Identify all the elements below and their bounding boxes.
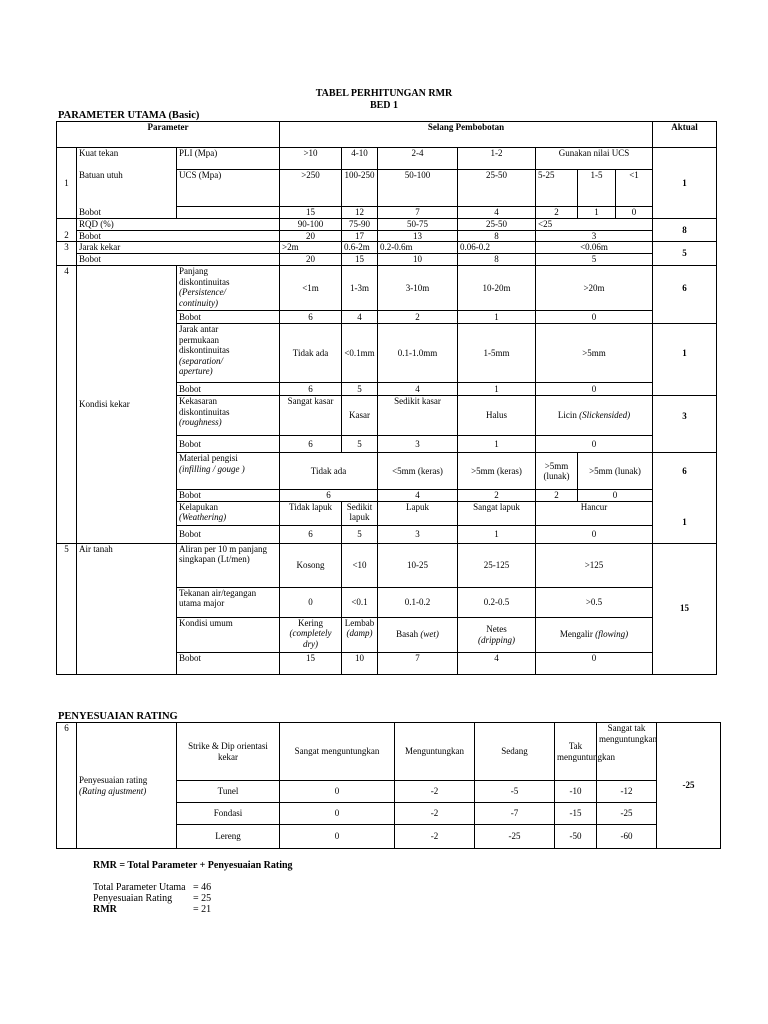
cell-text: Material pengisi	[179, 453, 238, 463]
table-cell	[653, 311, 717, 324]
table-cell: 1-3m	[342, 266, 378, 311]
cell-text: Panjang	[179, 266, 208, 276]
label-bobot: Bobot	[77, 230, 280, 242]
table-cell: 10-20m	[458, 266, 536, 311]
table-cell: 3	[378, 525, 458, 543]
table-cell: -7	[475, 803, 555, 825]
cell-text: diskontinuitas	[179, 345, 230, 355]
table-cell: 90-100	[280, 219, 342, 231]
header-strike-dip: Strike & Dip orientasi kekar	[177, 723, 280, 781]
summary-total-label: Total Parameter Utama	[93, 882, 186, 893]
table-cell: 6	[280, 525, 342, 543]
table-cell: 4	[458, 652, 536, 674]
label-aliran: Aliran per 10 m panjang singkapan (Lt/men)	[177, 543, 280, 587]
table-row	[57, 254, 717, 266]
table-cell: 8	[458, 230, 536, 242]
table-cell: >5mm (lunak)	[578, 453, 653, 490]
table-cell	[653, 436, 717, 453]
table-cell: 2	[458, 490, 536, 502]
table-cell: 25-50	[458, 170, 536, 207]
table-cell	[536, 396, 653, 436]
summary-total-line	[93, 882, 211, 893]
aktual-value: 5	[653, 242, 717, 266]
table-cell: 0	[536, 652, 653, 674]
table-cell: 0.6-2m	[342, 242, 378, 254]
aktual-value: 1	[653, 148, 717, 219]
table-cell: >20m	[536, 266, 653, 311]
label-bobot: Bobot	[177, 490, 280, 502]
label-jarak-kekar: Jarak kekar	[77, 242, 280, 254]
summary-rmr-label: RMR	[93, 904, 117, 915]
table-cell: 1-5mm	[458, 324, 536, 383]
table-cell: Sangat lapuk	[458, 501, 536, 525]
table-cell: -12	[597, 781, 657, 803]
table-cell	[342, 617, 378, 652]
table-cell: 15	[342, 254, 378, 266]
table-cell: 0.2-0.5	[458, 587, 536, 617]
table-cell	[378, 617, 458, 652]
table-row	[57, 723, 721, 781]
table-row	[57, 543, 717, 587]
aktual-value: 6	[653, 266, 717, 311]
table-cell	[653, 383, 717, 396]
cell-text: diskontinuitas	[179, 406, 230, 417]
aktual-value: 6	[653, 453, 717, 490]
table-cell	[57, 219, 77, 231]
label-aperture	[177, 324, 280, 383]
table-cell: 5	[536, 254, 653, 266]
cell-text: diskontinuitas	[179, 276, 230, 287]
table-cell: -5	[475, 781, 555, 803]
cell-text: permukaan	[179, 334, 219, 345]
cell-text: (Persistence/	[179, 287, 226, 297]
table-cell: -2	[395, 803, 475, 825]
table-cell: >2m	[280, 242, 342, 254]
table-cell: Sangat kasar	[280, 396, 342, 436]
table-cell: 10	[378, 254, 458, 266]
aktual-value: 3	[653, 396, 717, 436]
table-cell: <25	[536, 219, 653, 231]
section-penyesuaian-label: PENYESUAIAN RATING	[58, 711, 178, 722]
table-cell	[653, 490, 717, 502]
cell-text: Licin	[557, 410, 580, 421]
table-cell: -60	[597, 825, 657, 849]
table-cell: 15	[280, 652, 342, 674]
table-row	[57, 242, 717, 254]
table-row	[57, 219, 717, 231]
table-cell: 0	[280, 803, 395, 825]
table-cell: 10-25	[378, 543, 458, 587]
table-row	[57, 170, 717, 207]
table-cell: >5mm (keras)	[458, 453, 536, 490]
table-cell: <1m	[280, 266, 342, 311]
table-cell: 1-5	[578, 170, 616, 207]
row-number: 2	[57, 230, 77, 242]
table-cell: Lapuk	[378, 501, 458, 525]
table-cell: 5	[342, 436, 378, 453]
header-aktual: Aktual	[653, 122, 717, 148]
table-row	[57, 148, 717, 170]
table-cell: Tidak ada	[280, 453, 378, 490]
table-row	[57, 230, 717, 242]
table-cell: Tidak lapuk	[280, 501, 342, 525]
table-cell: 1	[458, 525, 536, 543]
table-cell: 0.2-0.6m	[378, 242, 458, 254]
table-cell: 0	[616, 207, 653, 219]
cell-text: Kelapukan	[179, 501, 218, 512]
table-cell	[280, 617, 342, 652]
label-bobot: Bobot	[77, 207, 177, 219]
table-cell: 4	[378, 490, 458, 502]
table-cell: Sedikit lapuk	[342, 501, 378, 525]
table-row	[57, 266, 717, 311]
header-col: Sangat tak menguntungkan	[597, 723, 657, 781]
penyesuaian-rating-table	[56, 722, 721, 849]
table-cell: -25	[597, 803, 657, 825]
table-cell: 1	[458, 383, 536, 396]
cell-text: (completely dry)	[289, 628, 332, 649]
label-penyesuaian	[77, 723, 177, 849]
rmr-formula: RMR = Total Parameter + Penyesuaian Rating	[93, 860, 293, 871]
table-cell: >10	[280, 148, 342, 170]
table-cell: 5	[342, 525, 378, 543]
label-kuat-tekan: Kuat tekan	[77, 148, 177, 170]
label-bobot: Bobot	[177, 311, 280, 324]
table-cell: 75-90	[342, 219, 378, 231]
header-col: Menguntungkan	[395, 723, 475, 781]
table-cell: Kasar	[342, 396, 378, 436]
table-cell: -15	[555, 803, 597, 825]
header-selang-pembobotan: Selang Pembobotan	[280, 122, 653, 148]
table-cell: <0.06m	[536, 242, 653, 254]
table-cell: >0.5	[536, 587, 653, 617]
table-header-row	[57, 122, 717, 148]
label-batuan-utuh: Batuan utuh	[77, 170, 177, 207]
table-cell: 20	[280, 230, 342, 242]
table-cell: <10	[342, 543, 378, 587]
table-cell: 1	[578, 207, 616, 219]
table-cell: -50	[555, 825, 597, 849]
table-cell: 0	[536, 311, 653, 324]
table-cell: 7	[378, 207, 458, 219]
cell-text: (Weathering)	[179, 512, 227, 522]
aktual-value: 15	[653, 543, 717, 674]
table-cell: 3-10m	[378, 266, 458, 311]
table-cell: 0.1-0.2	[378, 587, 458, 617]
row-label-lereng: Lereng	[177, 825, 280, 849]
table-cell: 2	[536, 207, 578, 219]
cell-text: (separation/	[179, 355, 223, 366]
table-cell: -2	[395, 825, 475, 849]
summary-rmr-value: = 21	[193, 904, 212, 915]
table-cell: 0.06-0.2	[458, 242, 536, 254]
aktual-value: 8	[653, 219, 717, 242]
cell-text: Penyesuaian rating	[79, 775, 148, 785]
table-cell: Halus	[458, 396, 536, 436]
label-kondisi-umum: Kondisi umum	[177, 617, 280, 652]
label-rqd: RQD (%)	[77, 219, 280, 231]
table-cell: <0.1mm	[342, 324, 378, 383]
table-row	[57, 207, 717, 219]
cell-text: (infilling / gouge )	[179, 463, 245, 474]
label-bobot: Bobot	[177, 436, 280, 453]
cell-text: Jarak antar	[179, 324, 219, 334]
cell-text: (wet)	[420, 629, 439, 640]
table-cell: 0	[280, 587, 342, 617]
label-roughness	[177, 396, 280, 436]
aktual-value: 1	[653, 324, 717, 383]
label-tekanan-air: Tekanan air/tegangan utama major	[177, 587, 280, 617]
cell-text: (Slickensided)	[579, 410, 631, 421]
header-parameter: Parameter	[57, 122, 280, 148]
cell-text: Mengalir	[559, 629, 596, 640]
row-number: 1	[57, 148, 77, 219]
table-cell: 100-250	[342, 170, 378, 207]
table-cell: 0.1-1.0mm	[378, 324, 458, 383]
label-kondisi-kekar: Kondisi kekar	[77, 266, 177, 544]
table-cell: 2-4	[378, 148, 458, 170]
table-cell: 17	[342, 230, 378, 242]
label-bobot: Bobot	[177, 383, 280, 396]
header-col: Tak menguntungkan	[555, 723, 597, 781]
table-cell	[536, 617, 653, 652]
label-infilling	[177, 453, 280, 490]
row-number: 4	[57, 266, 77, 544]
table-cell: <0.1	[342, 587, 378, 617]
header-col: Sangat menguntungkan	[280, 723, 395, 781]
table-cell: Kosong	[280, 543, 342, 587]
table-cell: 4	[458, 207, 536, 219]
summary-adjust-line	[93, 893, 211, 904]
table-cell: -25	[475, 825, 555, 849]
table-cell: 50-100	[378, 170, 458, 207]
table-cell: >250	[280, 170, 342, 207]
row-label-tunel: Tunel	[177, 781, 280, 803]
table-cell: Tidak ada	[280, 324, 342, 383]
table-cell: 6	[280, 311, 342, 324]
table-cell: Hancur	[536, 501, 653, 525]
summary-total-value: = 46	[193, 882, 212, 893]
table-cell: 3	[378, 436, 458, 453]
table-cell: 6	[280, 436, 342, 453]
table-cell: 1-2	[458, 148, 536, 170]
table-cell: 0	[536, 383, 653, 396]
table-cell: 6	[280, 490, 378, 502]
table-cell: 1	[458, 311, 536, 324]
table-cell: 1	[458, 436, 536, 453]
header-col: Sedang	[475, 723, 555, 781]
table-cell: >5mm (lunak)	[536, 453, 578, 490]
cell-text: (flowing)	[595, 629, 629, 640]
cell-text: aperture)	[179, 366, 213, 376]
row-label-fondasi: Fondasi	[177, 803, 280, 825]
table-cell: 13	[378, 230, 458, 242]
cell-text: (dripping)	[478, 634, 515, 645]
row-number: 5	[57, 543, 77, 674]
table-cell: 4-10	[342, 148, 378, 170]
table-cell: -2	[395, 781, 475, 803]
table-cell: 0	[536, 525, 653, 543]
label-persistence	[177, 266, 280, 311]
document-title: TABEL PERHITUNGAN RMR	[315, 88, 453, 99]
table-cell: 7	[378, 652, 458, 674]
label-bobot: Bobot	[177, 652, 280, 674]
table-cell: 2	[536, 490, 578, 502]
table-cell: 0	[536, 436, 653, 453]
label-bobot: Bobot	[177, 525, 280, 543]
cell-text: Basah	[396, 629, 421, 640]
label-bobot: Bobot	[77, 254, 280, 266]
table-cell: 8	[458, 254, 536, 266]
aktual-value: -25	[657, 723, 721, 849]
row-number: 3	[57, 242, 77, 266]
table-cell: <1	[616, 170, 653, 207]
table-cell: 50-75	[378, 219, 458, 231]
table-cell: 3	[536, 230, 653, 242]
label-weathering	[177, 501, 280, 525]
rmr-parameter-table	[56, 121, 717, 675]
summary-rmr-line	[93, 904, 211, 915]
table-cell: 5	[342, 383, 378, 396]
table-cell: <5mm (keras)	[378, 453, 458, 490]
row-number: 6	[57, 723, 77, 849]
cell-text: Netes	[486, 624, 507, 634]
table-cell	[177, 207, 280, 219]
table-cell: 0	[280, 781, 395, 803]
cell-text: Kekasaran	[179, 396, 217, 406]
table-cell: 10	[342, 652, 378, 674]
table-cell: 6	[280, 383, 342, 396]
table-cell: >5mm	[536, 324, 653, 383]
table-cell: 15	[280, 207, 342, 219]
table-cell: 0	[578, 490, 653, 502]
table-cell: 25-125	[458, 543, 536, 587]
summary-adjust-value: = 25	[193, 893, 212, 904]
cell-text: continuity)	[179, 297, 218, 308]
table-cell: Sedikit kasar	[378, 396, 458, 436]
table-cell: 20	[280, 254, 342, 266]
table-cell: 12	[342, 207, 378, 219]
table-cell: 0	[280, 825, 395, 849]
summary-adjust-label: Penyesuaian Rating	[93, 893, 173, 904]
table-cell: 4	[378, 383, 458, 396]
aktual-value: 1	[653, 501, 717, 543]
label-air-tanah: Air tanah	[77, 543, 177, 674]
cell-text: Kering	[298, 617, 323, 628]
cell-text: (roughness)	[179, 417, 222, 427]
label-ucs: UCS (Mpa)	[177, 170, 280, 207]
document-subtitle: BED 1	[369, 100, 399, 111]
cell-text: (Rating ajustment)	[79, 785, 147, 796]
table-cell: -10	[555, 781, 597, 803]
table-cell: >125	[536, 543, 653, 587]
table-cell: 5-25	[536, 170, 578, 207]
cell-text: Lembab	[344, 617, 375, 628]
table-cell: 4	[342, 311, 378, 324]
table-cell: 25-50	[458, 219, 536, 231]
label-pli: PLI (Mpa)	[177, 148, 280, 170]
table-cell	[458, 617, 536, 652]
section-parameter-utama-label: PARAMETER UTAMA (Basic)	[58, 110, 200, 121]
cell-text: (damp)	[346, 628, 373, 638]
table-cell: Gunakan nilai UCS	[536, 148, 653, 170]
table-cell: 2	[378, 311, 458, 324]
